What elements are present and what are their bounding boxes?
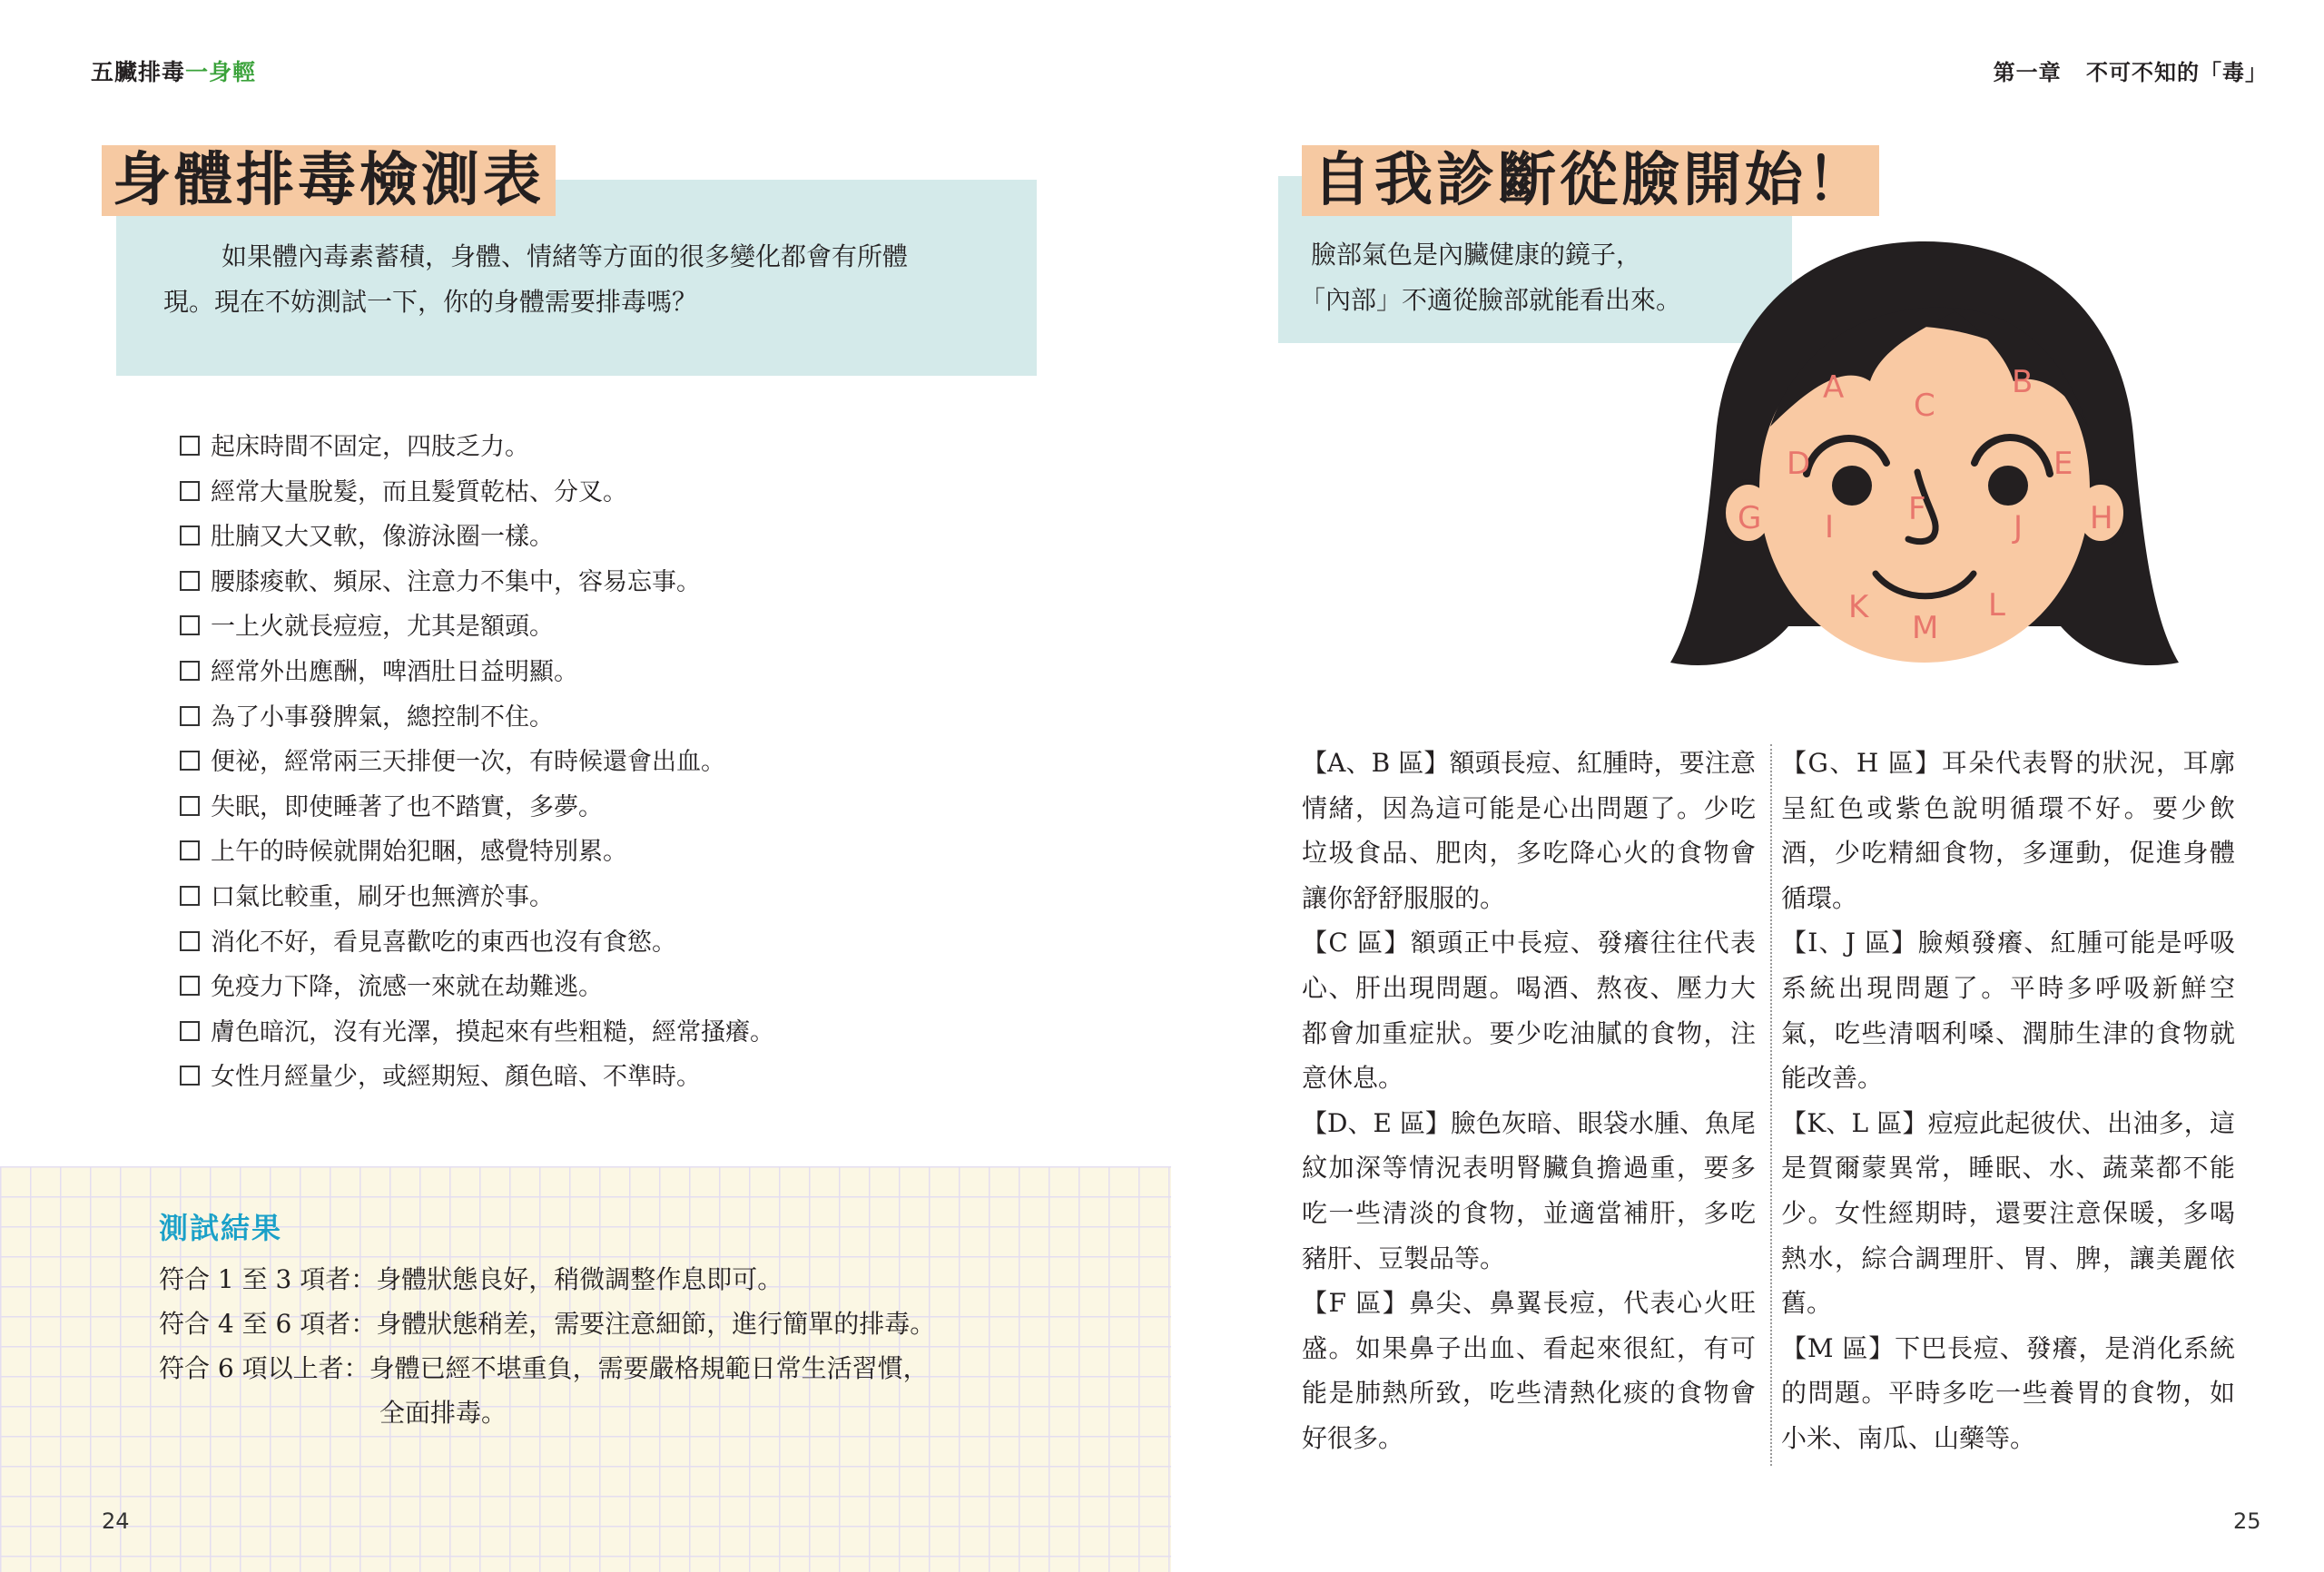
checkbox[interactable]: [180, 661, 200, 681]
right-eye-shape: [1988, 466, 2028, 506]
zone-label-h: H: [2090, 500, 2113, 536]
checkbox[interactable]: [180, 976, 200, 996]
zone-label-a: A: [1823, 369, 1845, 406]
checkbox[interactable]: [180, 840, 200, 860]
book-title-main: 五臟排毒: [91, 59, 186, 85]
zone-label-g: G: [1738, 500, 1762, 536]
zone-label-k: K: [1848, 589, 1869, 625]
checklist-item[interactable]: 便祕，經常兩三天排便一次，有時候還會出血。: [180, 740, 997, 785]
result-line-1: 符合 1 至 3 項者：身體狀態良好，稍微調整作息即可。: [159, 1264, 783, 1294]
checkbox[interactable]: [180, 931, 200, 951]
detox-checklist: [180, 425, 997, 1100]
checkbox[interactable]: [180, 615, 200, 635]
checkbox[interactable]: [180, 706, 200, 726]
result-line-3-continued: 全面排毒。: [379, 1398, 507, 1428]
checklist-item[interactable]: 女性月經量少，或經期短、顏色暗、不準時。: [180, 1055, 997, 1100]
zone-label-d: D: [1787, 446, 1811, 482]
zone-label-e: E: [2053, 446, 2073, 482]
checklist-item[interactable]: 上午的時候就開始犯睏，感覺特別累。: [180, 830, 997, 875]
checklist-item[interactable]: 消化不好，看見喜歡吃的東西也沒有食慾。: [180, 920, 997, 966]
zone-text-ab: 【A、B 區】額頭長痘、紅腫時，要注意情緒，因為這可能是心出問題了。少吃垃圾食品、肥肉，多吃降心火的食物會讓你舒舒服服的。: [1302, 748, 1756, 913]
zone-column-1: [1302, 741, 1756, 1461]
left-page-title: 身體排毒檢測表: [102, 145, 556, 216]
checkbox[interactable]: [180, 796, 200, 816]
running-header-left: [91, 54, 256, 87]
results-title: 測試結果: [159, 1211, 283, 1245]
face-diagram: [1661, 236, 2188, 708]
right-intro-line2: 「內部」不適從臉部就能看出來。: [1300, 285, 1682, 315]
checkbox[interactable]: [180, 886, 200, 906]
checklist-item[interactable]: 經常大量脫髮，而且髮質乾枯、分叉。: [180, 470, 997, 516]
running-header-right: 第一章 不可不知的「毒」: [1993, 59, 2268, 85]
result-line-3: 符合 6 項以上者：身體已經不堪重負，需要嚴格規範日常生活習慣，: [159, 1353, 929, 1383]
zone-label-c: C: [1914, 388, 1935, 424]
zone-label-b: B: [2012, 364, 2034, 400]
checklist-item[interactable]: 肚腩又大又軟，像游泳圈一樣。: [180, 515, 997, 560]
checkbox[interactable]: [180, 571, 200, 591]
checklist-item[interactable]: 失眠，即使睡著了也不踏實，多夢。: [180, 785, 997, 830]
book-title-highlight: 一身輕: [185, 59, 257, 85]
checkbox[interactable]: [180, 1066, 200, 1086]
left-intro-line1: 如果體內毒素蓄積，身體、情緒等方面的很多變化都會有所體: [222, 241, 909, 271]
right-intro-line1: 臉部氣色是內臟健康的鏡子，: [1311, 240, 1642, 270]
zone-text-f: 【F 區】鼻尖、鼻翼長痘，代表心火旺盛。如果鼻子出血、看起來很紅，有可能是肺熱所致，吃些清熱化痰的食物會好很多。: [1302, 1288, 1756, 1453]
checklist-item[interactable]: 起床時間不固定，四肢乏力。: [180, 425, 997, 470]
checkbox[interactable]: [180, 436, 200, 456]
right-page-title: 自我診斷從臉開始！: [1302, 145, 1879, 216]
zone-text-m: 【M 區】下巴長痘、發癢，是消化系統的問題。平時多吃一些養胃的食物，如小米、南瓜、山藥等。: [1781, 1332, 2235, 1453]
zone-text-de: 【D、E 區】臉色灰暗、眼袋水腫、魚尾紋加深等情況表明腎臟負擔過重，要多吃一些清淡的食物，並適當補肝，多吃豬肝、豆製品等。: [1302, 1107, 1756, 1273]
checklist-item[interactable]: 腰膝痠軟、頻尿、注意力不集中，容易忘事。: [180, 560, 997, 605]
zone-text-c: 【C 區】額頭正中長痘、發癢往往代表心、肝出現問題。喝酒、熬夜、壓力大都會加重症狀。要少吃油膩的食物，注意休息。: [1302, 928, 1756, 1094]
zone-text-ij: 【I、J 區】臉頰發癢、紅腫可能是呼吸系統出現問題了。平時多呼吸新鮮空氣，吃些清咽利嗓、潤肺生津的食物就能改善。: [1781, 928, 2235, 1094]
zone-label-f: F: [1908, 491, 1926, 527]
zone-text-kl: 【K、L 區】痘痘此起彼伏、出油多，這是賀爾蒙異常，睡眠、水、蔬菜都不能少。女性經期時，還要注意保暖，多喝熱水，綜合調理肝、胃、脾，讓美麗依舊。: [1781, 1107, 2235, 1319]
zone-label-i: I: [1825, 509, 1835, 545]
checkbox[interactable]: [180, 1021, 200, 1041]
zone-label-j: J: [2014, 509, 2024, 545]
column-divider: [1770, 744, 1772, 1466]
zone-column-2: [1781, 741, 2235, 1461]
page-number-left: 24: [102, 1508, 130, 1534]
checklist-item[interactable]: 膚色暗沉，沒有光澤，摸起來有些粗糙，經常搔癢。: [180, 1010, 997, 1056]
checklist-item[interactable]: 口氣比較重，刷牙也無濟於事。: [180, 875, 997, 920]
checkbox[interactable]: [180, 526, 200, 545]
checklist-item[interactable]: 為了小事發脾氣，總控制不住。: [180, 695, 997, 741]
checkbox[interactable]: [180, 481, 200, 501]
zone-text-gh: 【G、H 區】耳朵代表腎的狀況，耳廓呈紅色或紫色說明循環不好。要少飲酒，少吃精細食物，多運動，促進身體循環。: [1781, 748, 2235, 913]
result-line-2: 符合 4 至 6 項者：身體狀態稍差，需要注意細節，進行簡單的排毒。: [159, 1309, 936, 1339]
checklist-item[interactable]: 經常外出應酬，啤酒肚日益明顯。: [180, 650, 997, 695]
left-intro-line2: 現。現在不妨測試一下，你的身體需要排毒嗎？: [163, 287, 698, 317]
left-eye-shape: [1832, 466, 1872, 506]
checkbox[interactable]: [180, 751, 200, 771]
page-number-right: 25: [2233, 1508, 2261, 1534]
checklist-item[interactable]: 一上火就長痘痘，尤其是額頭。: [180, 604, 997, 650]
zone-label-m: M: [1912, 610, 1939, 646]
checklist-item[interactable]: 免疫力下降，流感一來就在劫難逃。: [180, 965, 997, 1010]
zone-label-l: L: [1988, 587, 2005, 624]
